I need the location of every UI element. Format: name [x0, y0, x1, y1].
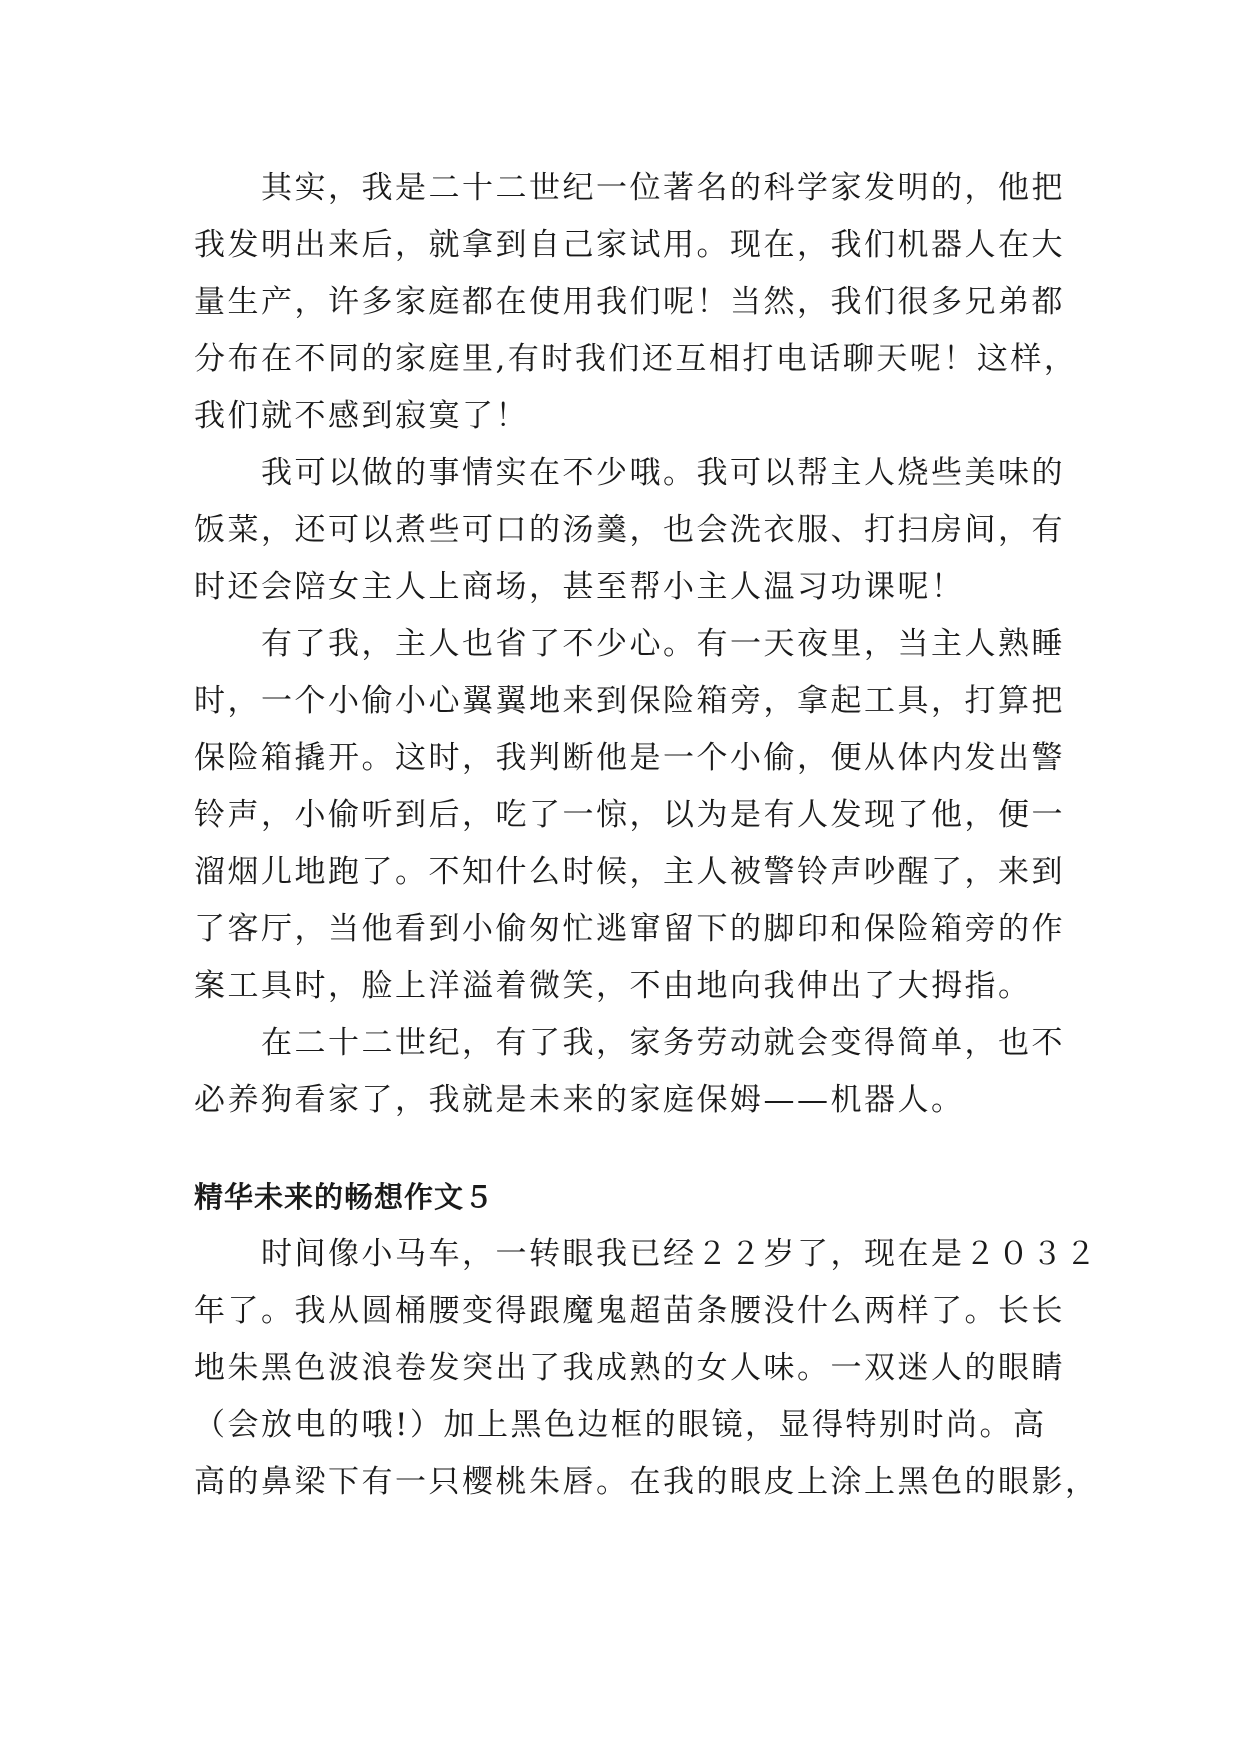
paragraph-inventor	[194, 160, 1078, 445]
text-line: 量生产，许多家庭都在使用我们呢！当然，我们很多兄弟都	[194, 284, 1065, 320]
text-line: 年了。我从圆桶腰变得跟魔鬼超苗条腰没什么两样了。长长	[194, 1293, 1065, 1329]
text-line: 必养狗看家了，我就是未来的家庭保姆——机器人。	[194, 1082, 965, 1118]
text-line: 我可以做的事情实在不少哦。我可以帮主人烧些美味的	[194, 455, 1065, 491]
paragraph-chores	[194, 445, 1065, 616]
text-line: 案工具时，脸上洋溢着微笑，不由地向我伸出了大拇指。	[194, 968, 1032, 1004]
paragraph-thief	[194, 616, 1065, 1015]
text-line: 有了我，主人也省了不少心。有一天夜里，当主人熟睡	[194, 626, 1065, 662]
text-line: 饭菜，还可以煮些可口的汤羹，也会洗衣服、打扫房间，有	[194, 512, 1065, 548]
text-line: 高的鼻梁下有一只樱桃朱唇。在我的眼皮上涂上黑色的眼影，	[194, 1464, 1099, 1500]
text-line: 地朱黑色波浪卷发突出了我成熟的女人味。一双迷人的眼睛	[194, 1350, 1065, 1386]
text-line: 铃声，小偷听到后，吃了一惊，以为是有人发现了他，便一	[194, 797, 1065, 833]
text-line: 时间像小马车，一转眼我已经２２岁了，现在是２０３２	[194, 1236, 1099, 1272]
text-line: 分布在不同的家庭里,有时我们还互相打电话聊天呢！这样，	[194, 341, 1078, 377]
text-line: 时还会陪女主人上商场，甚至帮小主人温习功课呢！	[194, 569, 965, 605]
text-line: 时，一个小偷小心翼翼地来到保险箱旁，拿起工具，打算把	[194, 683, 1065, 719]
text-line: 在二十二世纪，有了我，家务劳动就会变得简单，也不	[194, 1025, 1065, 1061]
section-title: 精华未来的畅想作文５	[194, 1180, 495, 1214]
text-line: 溜烟儿地跑了。不知什么时候，主人被警铃声吵醒了，来到	[194, 854, 1065, 890]
text-line: 我们就不感到寂寞了！	[194, 398, 529, 434]
paragraph-conclusion	[194, 1015, 1065, 1129]
text-line: 其实，我是二十二世纪一位著名的科学家发明的，他把	[194, 170, 1065, 206]
paragraph-future-self	[194, 1226, 1099, 1511]
section-gap	[194, 1129, 1054, 1169]
text-line: （会放电的哦!）加上黑色边框的眼镜，显得特别时尚。高	[194, 1407, 1047, 1443]
text-line: 保险箱撬开。这时，我判断他是一个小偷，便从体内发出警	[194, 740, 1065, 776]
text-line: 我发明出来后，就拿到自己家试用。现在，我们机器人在大	[194, 227, 1065, 263]
text-line: 了客厅，当他看到小偷匆忙逃窜留下的脚印和保险箱旁的作	[194, 911, 1065, 947]
document-page	[194, 160, 1099, 1511]
